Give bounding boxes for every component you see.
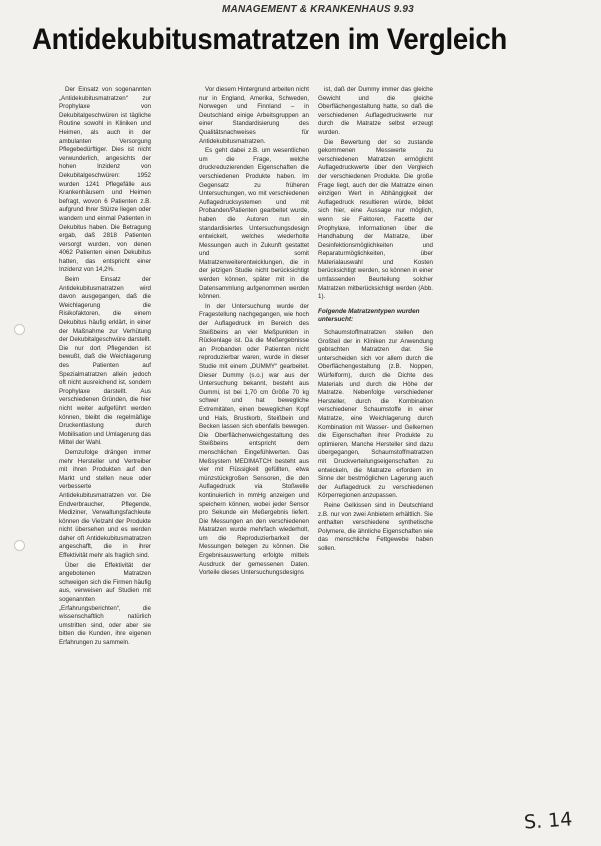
paragraph: Über die Effektivität der angebotenen Matratzen schweigen sich die Firmen häufig aus, verweisen auf Studien mit sogenannten „Erfahrungsberichten“, die wissenschaftlich natürlich umstritten sind, oder aber sie bitten die Kunden, ihre eigenen Erfahrungen zu sammeln.	[59, 561, 151, 646]
paragraph: In der Untersuchung wurde der Fragestellung nachgegangen, wie hoch der Auflagedruck im Bereich des Steißbeins an vier Meßpunkten in Rückenlage ist. Da die Meßergebnisse an Probanden oder Patienten nicht reproduzierbar waren, wurde in dieser Studie mit einem „DUMMY“ gearbeitet. Dieser Dummy (s.o.) war aus der Untersuchung bekannt, besteht aus Gummi, ist bei 1,70 cm Größe 70 kg schwer und hat bewegliche Extremitäten, einen beweglichen Kopf und Hals, Brustkorb, Steißbein und Becken lassen sich ebenfalls bewegen. Die Oberflächenweichgestaltung des Steißbeins entspricht dem menschlichen Eingefühlwerten. Das Meßsystem MEDIMATCH besteht aus vier mit Flüssigkeit gefüllten, etwa münzstückgroßen Sensoren, die den Auflagedruck via Stoßwelle kontinuierlich in mmHg anzeigen und speichern können, wobei jeder Sensor pro Sekunde ein Meßergebnis liefert. Die Messungen an den verschiedenen Matratzen wurde mehrfach wiederholt, um die Reproduzierbarkeit der Messungen belegen zu können. Die Ergebnisauswertung erfolgte mittels Ausdruck der gemessenen Daten. Vorteile dieses Untersuchungsdesigns	[199, 302, 309, 577]
paragraph: Beim Einsatz der Antidekubitusmatratzen wird davon ausgegangen, daß die Weichlagerung die Risikofaktoren, die einem Dekubitus häufig erklärt, in einer der Maßnahme zur Verhütung der Dekubitalgeschwüre darstellt. Die nur dort Pflegenden ist bewußt, daß die Weichlagerung des Patienten auf Spezialmatratzen allein jedoch oft nicht ausreichend ist, sondern Prophylaxe darstellt. Aus verschiedenen Gründen, die hier nicht weiter aufgeführt werden können, bleibt die regelmäßige Druckentlastung durch Mobilisation und Umlagerung das Mittel der Wahl.	[59, 276, 151, 447]
article-title: Antidekubitusmatratzen im Vergleich	[32, 23, 507, 56]
punch-hole-upper	[14, 324, 25, 335]
paragraph: Reine Gelkissen sind in Deutschland z.B. nur von zwei Anbietern erhältlich. Sie enthalten verschiedene synthetische Polymere, die ähnliche Eigenschaften wie das menschliche Fettgewebe haben sollen.	[318, 501, 433, 552]
paragraph: Schaumstoffmatratzen stellen den Großteil der in Kliniken zur Anwendung gebrachten Matratzen dar. Sie unterscheiden sich vor allem durch die Oberflächengestaltung (z.B. Noppen, Würfelform), durch die Dichte des Materials und durch die Höhe der Matratze. Nebenfolge verschiedener Hersteller, durch die Kombination verschiedener Schaumstoffe in einer Matratze, eine Weichlagerung durch Kombination mit Wasser- und Gelkernen die Eigenschaften ihrer Produkte zu optimieren. Manche Hersteller sind dazu übergegangen, Schaumstoffmatratzen mit Druckverteilungseigenschaften zu entwickeln, die Matratze erfordern im Sinne der bestmöglichen Lagerung auch der Auflagedruck zu verschiedenen Körperregionen anzupassen.	[318, 329, 433, 500]
handwritten-page-number: S. 14	[523, 808, 574, 834]
text-column-2	[199, 86, 309, 776]
punch-hole-lower	[14, 540, 25, 551]
subheading: Folgende Matratzentypen wurden untersucht:	[318, 307, 420, 324]
text-column-3	[318, 86, 433, 776]
paragraph: Es geht dabei z.B. um wesentlichen um die Frage, welche druckreduzierenden Eigenschaften die verschiedenen Produkte haben. Im Gegensatz zu früheren Untersuchungen, wo mit verschiedenen Auflagedrucksystemen und mit Probanden/Patienten gearbeitet wurde, haben die Autoren nun ein standardisiertes Untersuchungsdesign entwickelt, welches wiederholte Messungen auch in Zukunft gestattet und somit Matratzenweiterentwicklungen, die in der jetzigen Studie nicht berücksichtigt werden können, später mit in die Datensammlung aufgenommen werden können.	[199, 147, 309, 301]
text-column-1	[59, 86, 151, 776]
journal-header: MANAGEMENT & KRANKENHAUS 9.93	[222, 4, 414, 15]
paragraph: Die Bewertung der so zustande gekommenen Messwerte zu verschiedenen Matratzen ermöglicht Auflagedruckwerte über den Vergleich der verschiedenen Produkte. Die große Frage liegt, auch der die Matratze einen einzigen Wert in Abhängigkeit der Auflagedruck resultieren würde, bildet sich hier, eine Aussage nur möglich, wenn sie Faktoren, Facette der Prophylaxe, Informationen über die Handhabung der Matratze, über Desinfektionsmöglichkeiten und Reparaturmöglichkeiten, über Materialauswahl und Kosten berücksichtigt werden, so können in einer umfassenden Beurteilung solcher Matratzen mitberücksichtigt werden (Abb. 1).	[318, 138, 433, 301]
paragraph: ist, daß der Dummy immer das gleiche Gewicht und die gleiche Oberflächengestaltung hatte, so daß die verschiedenen Auflagedruckwerte nur durch die Matratze selbst erzeugt wurden.	[318, 86, 433, 136]
paragraph: Der Einsatz von sogenannten „Antidekubitusmatratzen“ zur Prophylaxe von Dekubitalgeschwüren ist tägliche Routine sowohl in Kliniken und Heimen, als auch in der ambulanten Versorgung Pflegebedürftiger. Dies ist nicht verwunderlich, angesichts der hohen Inzidenz von Dekubitalgeschwüren: 1952 wurden 1241 Pflegefälle aus Krankenhäusern und Heimen befragt, wovon 6 Patienten z.B. aufgrund Ihrer Stürze liegen oder wandern und einmal Patienten in Dekubitus haben. Die Betragung ergab, daß 2818 Patienten versorgt wurden, von denen 4062 Patienten einen Dekubitus hatten, das entspricht einer Inzidenz von 14,2%.	[59, 86, 151, 274]
paragraph: Demzufolge drängen immer mehr Hersteller und Vertreiber mit ihren Produkten auf den Markt und stellen neue oder verbesserte Antidekubitusmatratzen vor. Die Endverbraucher, Pflegende, Mediziner, Verwaltungsfachleute können die Vielzahl der Produkte nicht übersehen und es werden daher oft Antidekubitusmatratzen angeschafft, die in ihrer Effektivität mehr als fraglich sind.	[59, 448, 151, 560]
paragraph: Vor diesem Hintergrund arbeiten nicht nur in England, Amerika, Schweden, Norwegen und Finnland – in Deutschland einige Arbeitsgruppen an einer Standardisierung des Qualitätsnachweises für Antidekubitusmatratzen.	[199, 86, 309, 145]
